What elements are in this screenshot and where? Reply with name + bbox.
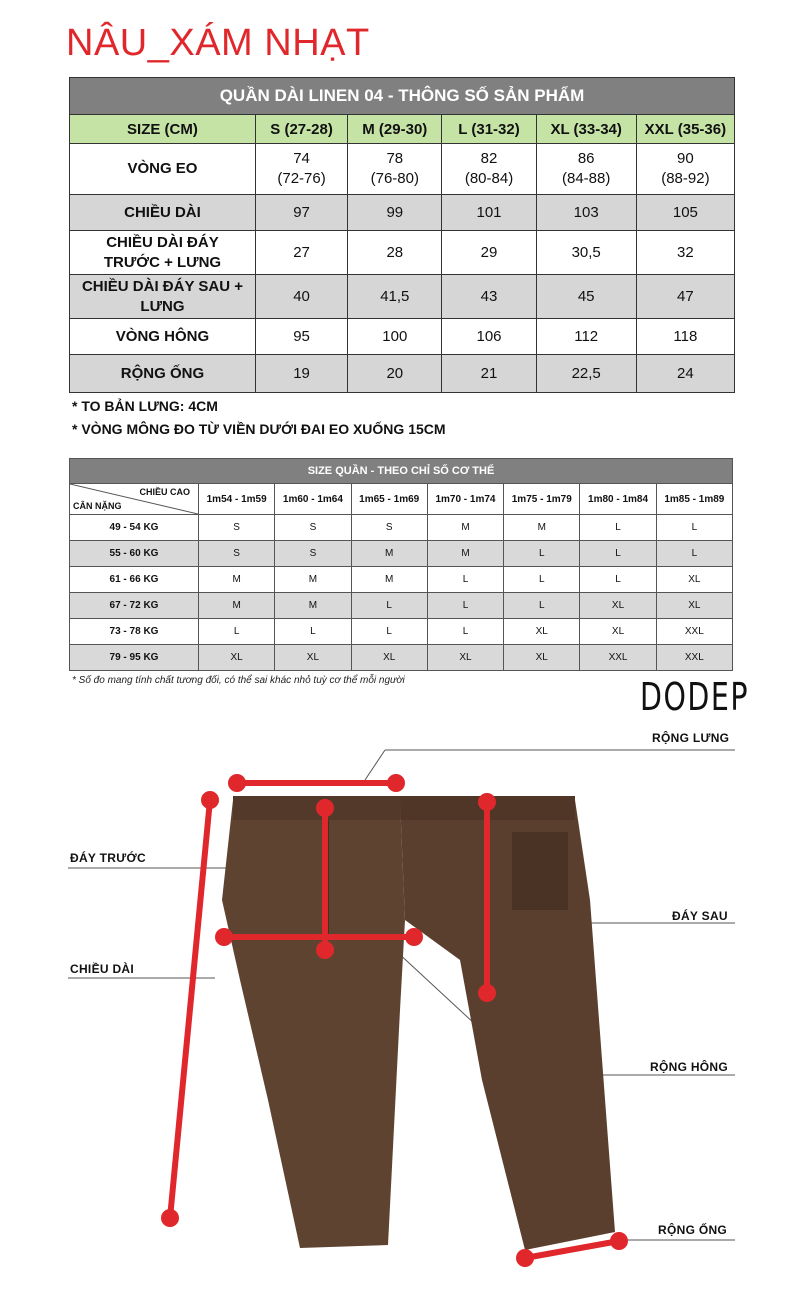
spec-row-back-rise <box>70 275 735 319</box>
size-xl: XL (33-34) <box>536 115 636 144</box>
cell: 97 <box>255 195 347 231</box>
weight-label: 73 - 78 KG <box>70 619 199 645</box>
height-col: 1m60 - 1m64 <box>275 484 351 515</box>
cell: 101 <box>442 195 536 231</box>
cell: 82 (80-84) <box>442 144 536 195</box>
weight-row <box>70 567 733 593</box>
size-cell: XL <box>504 619 580 645</box>
size-cell: XXL <box>580 645 656 671</box>
note-hip-measure: * VÒNG MÔNG ĐO TỪ VIỀN DƯỚI ĐAI EO XUỐNG 15CM <box>72 421 446 437</box>
size-cell: XXL <box>656 619 732 645</box>
row-label: VÒNG HÔNG <box>70 319 256 355</box>
label-back-rise: ĐÁY SAU <box>672 909 728 923</box>
size-cell: M <box>351 541 427 567</box>
label-leg-opening: RỘNG ỐNG <box>658 1223 728 1237</box>
size-cell: L <box>504 567 580 593</box>
size-cell: M <box>199 593 275 619</box>
note-waistband: * TO BẢN LƯNG: 4CM <box>72 398 218 414</box>
spec-row-hip <box>70 319 735 355</box>
spec-corner: SIZE (CM) <box>70 115 256 144</box>
size-cell: M <box>427 541 503 567</box>
weight-row <box>70 541 733 567</box>
pants-diagram <box>0 700 800 1300</box>
label-length: CHIỀU DÀI <box>70 962 135 976</box>
row-label: RỘNG ỐNG <box>70 355 256 393</box>
size-m: M (29-30) <box>348 115 442 144</box>
height-header <box>70 484 733 515</box>
height-col: 1m80 - 1m84 <box>580 484 656 515</box>
body-table-heading: SIZE QUẦN - THEO CHỈ SỐ CƠ THỂ <box>70 459 733 484</box>
size-cell: L <box>351 593 427 619</box>
cell: 32 <box>636 231 734 275</box>
cell: 74 (72-76) <box>255 144 347 195</box>
cell: 118 <box>636 319 734 355</box>
cell: 43 <box>442 275 536 319</box>
weight-row <box>70 515 733 541</box>
size-cell: M <box>427 515 503 541</box>
size-cell: L <box>199 619 275 645</box>
size-cell: S <box>199 541 275 567</box>
size-cell: L <box>351 619 427 645</box>
cell: 19 <box>255 355 347 393</box>
row-label: CHIỀU DÀI ĐÁY SAU + LƯNG <box>70 275 256 319</box>
diagonal-corner <box>70 484 199 515</box>
cell: 40 <box>255 275 347 319</box>
weight-row <box>70 645 733 671</box>
cell: 22,5 <box>536 355 636 393</box>
size-cell: XL <box>504 645 580 671</box>
cell: 21 <box>442 355 536 393</box>
height-col: 1m75 - 1m79 <box>504 484 580 515</box>
size-cell: S <box>199 515 275 541</box>
cell: 99 <box>348 195 442 231</box>
weight-label: 67 - 72 KG <box>70 593 199 619</box>
size-l: L (31-32) <box>442 115 536 144</box>
spec-row-length <box>70 195 735 231</box>
size-cell: L <box>427 593 503 619</box>
cell: 41,5 <box>348 275 442 319</box>
weight-row <box>70 619 733 645</box>
label-front-rise: ĐÁY TRƯỚC <box>70 851 147 865</box>
label-hip-width: RỘNG HÔNG <box>650 1060 729 1074</box>
spec-table-heading: QUẦN DÀI LINEN 04 - THÔNG SỐ SẢN PHẨM <box>70 78 735 115</box>
size-cell: L <box>504 593 580 619</box>
row-label: CHIỀU DÀI ĐÁY TRƯỚC + LƯNG <box>70 231 256 275</box>
cell: 105 <box>636 195 734 231</box>
height-col: 1m54 - 1m59 <box>199 484 275 515</box>
brand-logo: DODEP <box>640 675 750 719</box>
size-xxl: XXL (35-36) <box>636 115 734 144</box>
size-cell: S <box>275 515 351 541</box>
body-size-table <box>69 458 733 671</box>
label-waist-width: RỘNG LƯNG <box>652 731 730 745</box>
cell: 28 <box>348 231 442 275</box>
cell: 24 <box>636 355 734 393</box>
size-cell: XL <box>580 593 656 619</box>
height-col: 1m70 - 1m74 <box>427 484 503 515</box>
height-col: 1m65 - 1m69 <box>351 484 427 515</box>
size-cell: XXL <box>656 645 732 671</box>
size-cell: L <box>656 541 732 567</box>
size-cell: M <box>199 567 275 593</box>
cell: 27 <box>255 231 347 275</box>
size-cell: L <box>580 515 656 541</box>
cell: 112 <box>536 319 636 355</box>
spec-row-leg-opening <box>70 355 735 393</box>
size-cell: XL <box>580 619 656 645</box>
weight-label: 49 - 54 KG <box>70 515 199 541</box>
cell: 29 <box>442 231 536 275</box>
cell: 100 <box>348 319 442 355</box>
weight-caption: CÂN NẶNG <box>73 501 122 511</box>
size-cell: L <box>275 619 351 645</box>
weight-label: 61 - 66 KG <box>70 567 199 593</box>
disclaimer: * Số đo mang tính chất tương đối, có thể sai khác nhỏ tuỳ cơ thể mỗi người <box>72 675 405 686</box>
spec-row-front-rise <box>70 231 735 275</box>
size-cell: L <box>580 541 656 567</box>
pants-front <box>222 796 405 1248</box>
size-cell: S <box>275 541 351 567</box>
size-cell: XL <box>427 645 503 671</box>
size-cell: M <box>275 593 351 619</box>
size-cell: M <box>504 515 580 541</box>
size-cell: L <box>504 541 580 567</box>
size-cell: L <box>656 515 732 541</box>
size-cell: XL <box>275 645 351 671</box>
size-cell: XL <box>351 645 427 671</box>
size-cell: M <box>351 567 427 593</box>
size-cell: L <box>427 567 503 593</box>
size-s: S (27-28) <box>255 115 347 144</box>
size-cell: XL <box>656 567 732 593</box>
height-col: 1m85 - 1m89 <box>656 484 732 515</box>
weight-row <box>70 593 733 619</box>
size-cell: XL <box>656 593 732 619</box>
row-label: VÒNG EO <box>70 144 256 195</box>
cell: 47 <box>636 275 734 319</box>
size-cell: L <box>580 567 656 593</box>
height-caption: CHIỀU CAO <box>139 487 190 497</box>
weight-label: 79 - 95 KG <box>70 645 199 671</box>
cell: 103 <box>536 195 636 231</box>
spec-size-header <box>70 115 735 144</box>
cell: 95 <box>255 319 347 355</box>
cell: 86 (84-88) <box>536 144 636 195</box>
spec-table <box>69 77 735 393</box>
spec-row-waist <box>70 144 735 195</box>
weight-label: 55 - 60 KG <box>70 541 199 567</box>
size-cell: L <box>427 619 503 645</box>
cell: 30,5 <box>536 231 636 275</box>
size-cell: M <box>275 567 351 593</box>
page-title: NÂU_XÁM NHẠT <box>66 22 370 64</box>
cell: 78 (76-80) <box>348 144 442 195</box>
size-cell: S <box>351 515 427 541</box>
cell: 20 <box>348 355 442 393</box>
cell: 90 (88-92) <box>636 144 734 195</box>
cell: 45 <box>536 275 636 319</box>
size-cell: XL <box>199 645 275 671</box>
row-label: CHIỀU DÀI <box>70 195 256 231</box>
cell: 106 <box>442 319 536 355</box>
pants-back <box>400 796 615 1250</box>
